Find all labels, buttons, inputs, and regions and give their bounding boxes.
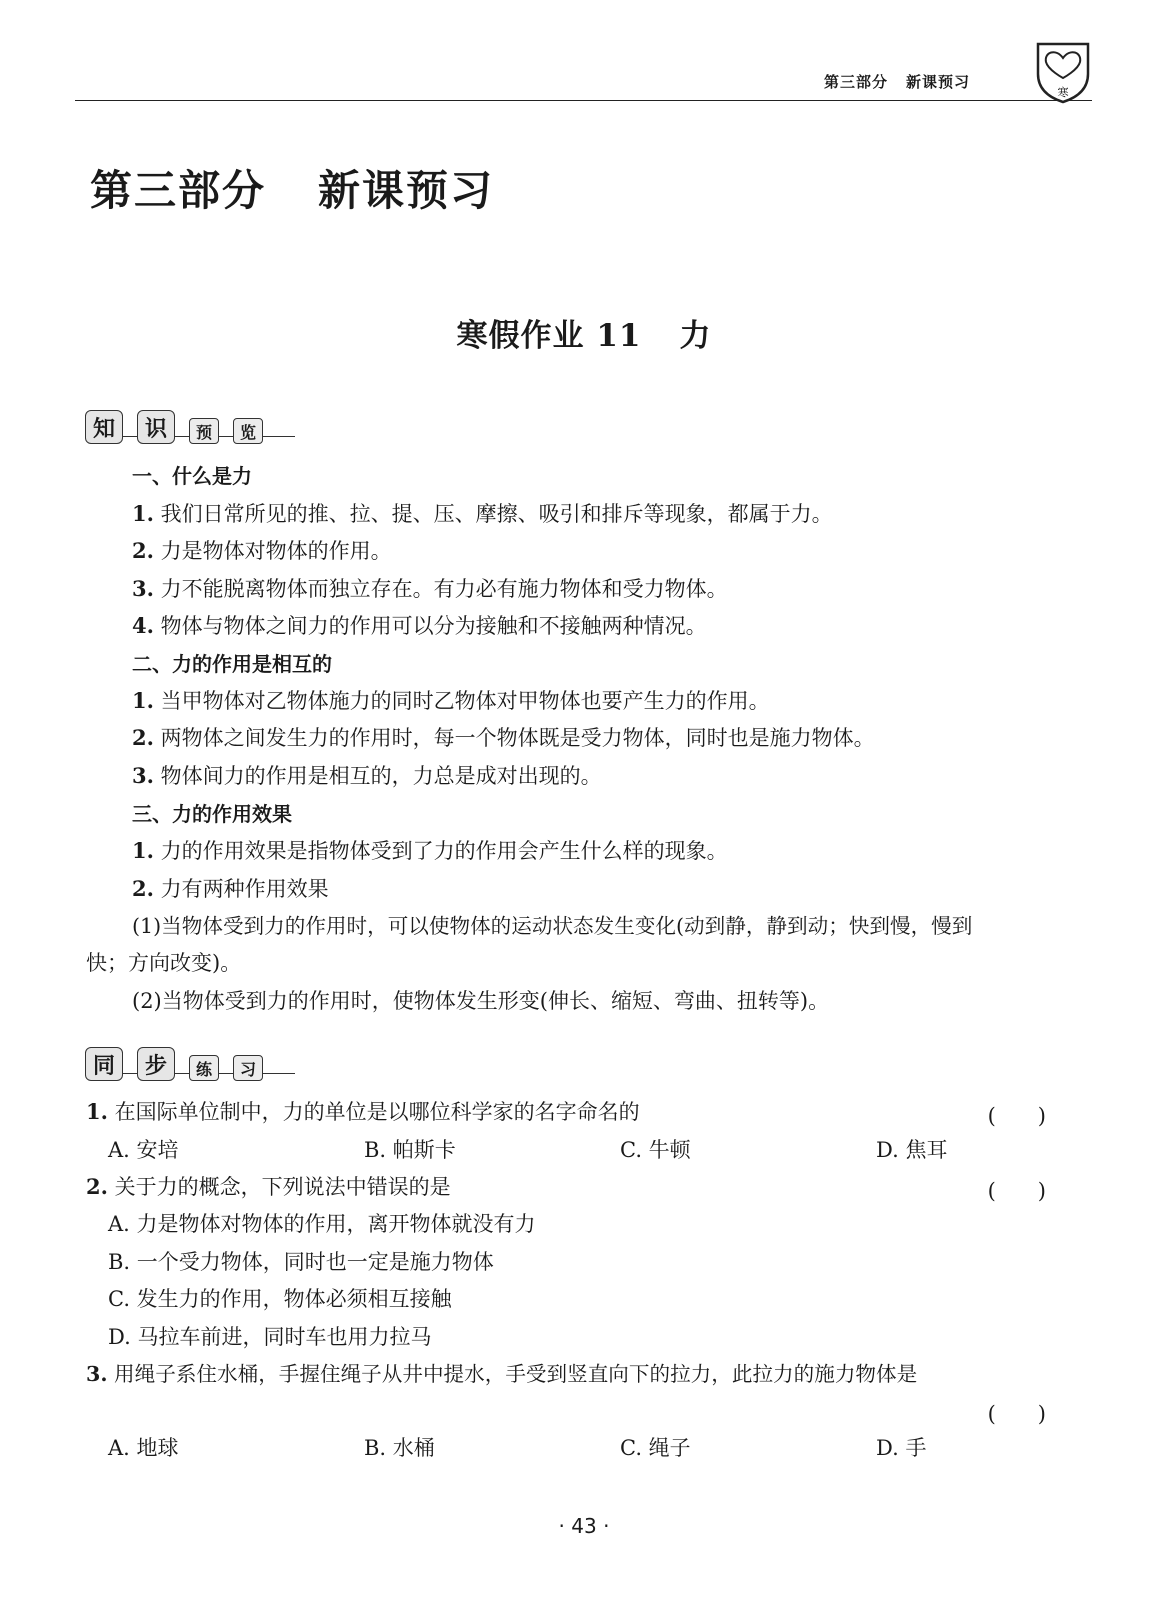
knowledge-item: 1. 当甲物体对乙物体施力的同时乙物体对甲物体也要产生力的作用。: [132, 688, 770, 713]
homework-title-topic: 力: [679, 318, 712, 354]
section-heading-2: 二、力的作用是相互的: [132, 652, 332, 676]
running-header: [824, 71, 970, 92]
knowledge-item: 3. 力不能脱离物体而独立存在。有力必有施力物体和受力物体。: [132, 576, 728, 601]
part-title: [90, 158, 494, 218]
header-part: 第三部分: [823, 73, 888, 91]
option: A. 地球: [108, 1436, 179, 1460]
knowledge-item: 4. 物体与物体之间力的作用可以分为接触和不接触两种情况。: [132, 613, 707, 638]
banner-practice: [85, 1035, 285, 1081]
option: B. 一个受力物体，同时也一定是施力物体: [108, 1250, 494, 1274]
knowledge-item: 1. 力的作用效果是指物体受到了力的作用会产生什么样的现象。: [132, 838, 728, 863]
knowledge-item: 2. 两物体之间发生力的作用时，每一个物体既是受力物体，同时也是施力物体。: [132, 725, 875, 750]
knowledge-subitem-cont: 快；方向改变)。: [86, 951, 242, 975]
option: C. 绳子: [620, 1436, 691, 1460]
knowledge-item: 2. 力有两种作用效果: [132, 876, 329, 901]
part-title-part: 第三部分: [90, 166, 267, 215]
option: D. 马拉车前进，同时车也用力拉马: [108, 1325, 432, 1349]
banner-char: 练: [189, 1055, 219, 1081]
question-stem: 2. 关于力的概念，下列说法中错误的是: [86, 1174, 451, 1199]
header-rule: [75, 100, 1092, 101]
part-title-name: 新课预习: [318, 166, 495, 215]
knowledge-item: 3. 物体间力的作用是相互的，力总是成对出现的。: [132, 763, 602, 788]
answer-blank: ( ): [987, 1179, 1046, 1203]
option: B. 帕斯卡: [364, 1138, 456, 1162]
question-stem: 3. 用绳子系住水桶，手握住绳子从井中提水，手受到竖直向下的拉力，此拉力的施力物体是: [86, 1362, 918, 1386]
banner-char: 览: [233, 418, 263, 444]
option: A. 安培: [108, 1138, 179, 1162]
option: C. 牛顿: [620, 1138, 691, 1162]
banner-char: 同: [85, 1047, 123, 1081]
homework-title-main: 寒假作业 11: [456, 318, 642, 354]
option: C. 发生力的作用，物体必须相互接触: [108, 1287, 452, 1311]
banner-char: 习: [233, 1055, 263, 1081]
header-section: 新课预习: [905, 73, 970, 91]
banner-char: 步: [137, 1047, 175, 1081]
page-number: · 43 ·: [558, 1514, 610, 1538]
option: B. 水桶: [364, 1436, 435, 1460]
option: A. 力是物体对物体的作用，离开物体就没有力: [108, 1212, 536, 1236]
option: D. 焦耳: [876, 1138, 948, 1162]
banner-char: 识: [137, 410, 175, 444]
section-heading-3: 三、力的作用效果: [132, 802, 292, 826]
logo: [1034, 40, 1092, 104]
answer-blank: ( ): [987, 1104, 1046, 1128]
section-heading-1: 一、什么是力: [132, 464, 252, 488]
knowledge-subitem: (1)当物体受到力的作用时，可以使物体的运动状态发生变化(动到静，静到动；快到慢，慢到: [132, 914, 973, 938]
logo-char: 寒: [1057, 86, 1069, 99]
banner-knowledge-preview: [85, 398, 285, 444]
option: D. 手: [876, 1436, 927, 1460]
banner-char: 预: [189, 418, 219, 444]
question-stem: 1. 在国际单位制中，力的单位是以哪位科学家的名字命名的: [86, 1099, 640, 1124]
knowledge-subitem: (2)当物体受到力的作用时，使物体发生形变(伸长、缩短、弯曲、扭转等)。: [132, 989, 830, 1013]
knowledge-item: 1. 我们日常所见的推、拉、提、压、摩擦、吸引和排斥等现象，都属于力。: [132, 501, 833, 526]
homework-title: [0, 310, 1168, 355]
knowledge-item: 2. 力是物体对物体的作用。: [132, 538, 392, 563]
answer-blank: ( ): [987, 1402, 1046, 1426]
banner-char: 知: [85, 410, 123, 444]
